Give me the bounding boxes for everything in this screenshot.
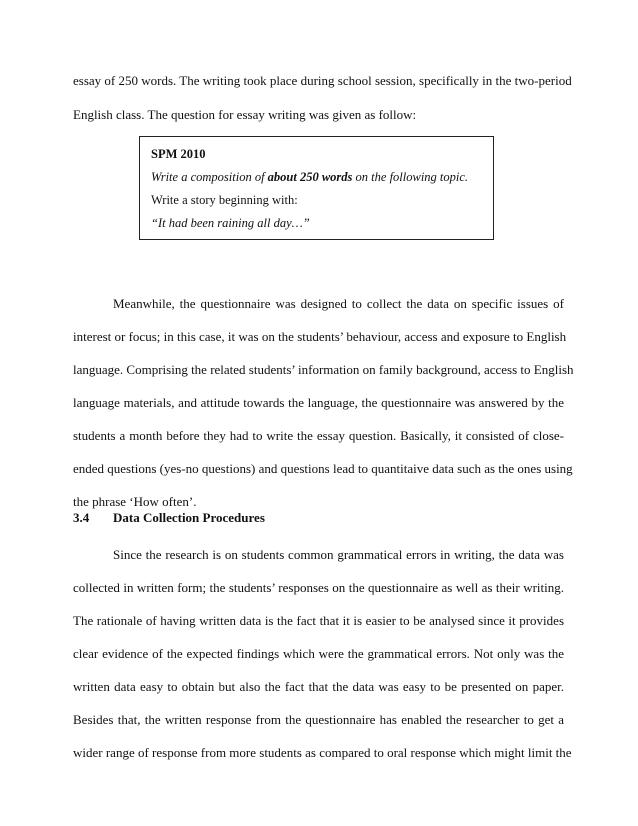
essay-question-box <box>139 136 494 240</box>
para2-line-1: Since the research is on students common grammatical errors in writing, the data was <box>113 547 564 562</box>
para1-line-1: Meanwhile, the questionnaire was designed to collect the data on specific issues of <box>113 296 564 311</box>
para2-line-6: Besides that, the written response from the questionnaire has enabled the researcher to get a <box>73 712 564 727</box>
box-title: SPM 2010 <box>151 147 206 161</box>
para1-line-5: students a month before they had to write the essay question. Basically, it consisted of close- <box>73 428 564 443</box>
para2-line-3: The rationale of having written data is the fact that it is easier to be analysed since it provides <box>73 613 564 628</box>
box-line-3: Write a story beginning with: <box>151 193 298 207</box>
section-title: Data Collection Procedures <box>113 510 265 525</box>
box-quote: “It had been raining all day…” <box>151 216 310 230</box>
para1-line-7: the phrase ‘How often’. <box>73 494 197 509</box>
para1-line-6: ended questions (yes-no questions) and questions lead to quantitaive data such as the ones using <box>73 461 573 476</box>
para2-line-5: written data easy to obtain but also the fact that the data was easy to be presented on paper. <box>73 679 564 694</box>
section-number: 3.4 <box>73 510 90 525</box>
para1-line-4: language materials, and attitude towards the language, the questionnaire was answered by the <box>73 395 564 410</box>
para2-line-2: collected in written form; the students’ responses on the questionnaire as well as their writing. <box>73 580 564 595</box>
para2-line-4: clear evidence of the expected findings which were the grammatical errors. Not only was the <box>73 646 564 661</box>
intro-line-1: essay of 250 words. The writing took place during school session, specifically in the two-period <box>73 73 572 88</box>
para1-line-2: interest or focus; in this case, it was on the students’ behaviour, access and exposure to English <box>73 329 567 344</box>
para2-line-7: wider range of response from more students as compared to oral response which might limit the <box>73 745 572 760</box>
para1-line-3: language. Comprising the related students’ information on family background, access to English <box>73 362 574 377</box>
box-instruction: Write a composition of about 250 words on the following topic. <box>151 170 469 184</box>
intro-line-2: English class. The question for essay writing was given as follow: <box>73 107 417 122</box>
